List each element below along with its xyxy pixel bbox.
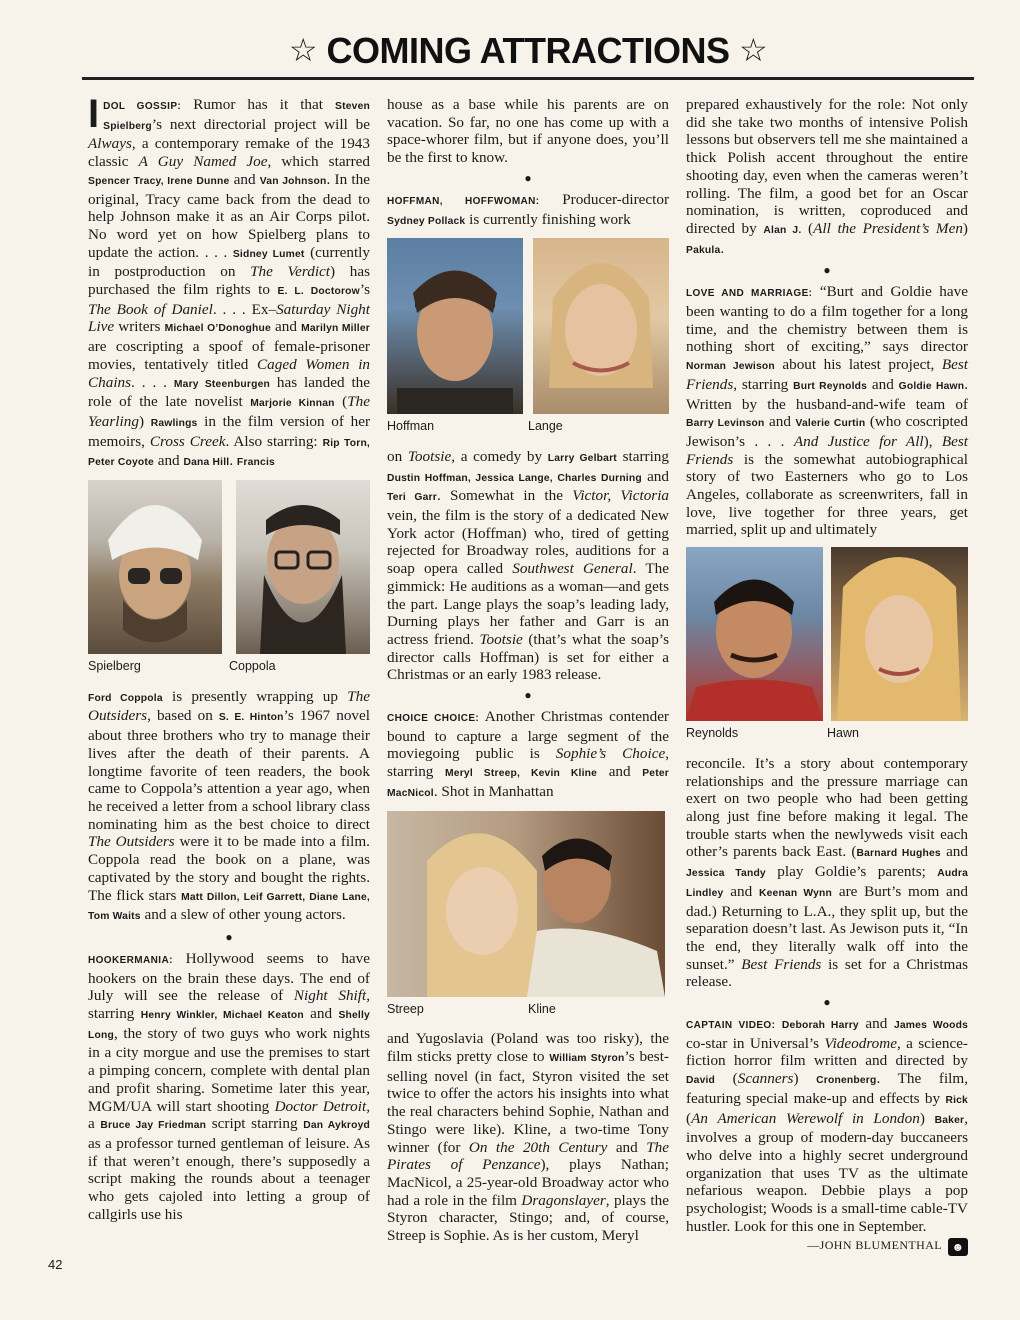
photo-captions: [686, 725, 968, 743]
streep-kline-photo: [387, 811, 665, 997]
caption-lange: Lange: [528, 419, 563, 434]
portrait-icon: [88, 480, 222, 654]
paragraph-idol-gossip: IDOL GOSSIP: Rumor has it that Steven Spielberg’s next directorial project will be Always, a contemporary remake of the 1943 classic A Guy Named Joe, which starred Spencer Tracy, Irene Dunne and Van Johnson. In the original, Tracy came back from the dead to help Johnson make it as an Air Corps pilot. No word yet on how Spielberg plans to update the action. . . . Sidney Lumet (currently in postproduction on The Verdict) has purchased the film rights to E. L. Doctorow’s The Book of Daniel. . . . Ex–Saturday Night Live writers Michael O’Donoghue and Marilyn Miller are coscripting a spoof of female-prisoner movies, tentatively titled Caged Women in Chains. . . . Mary Steenburgen has landed the role of the late novelist Marjorie Kinnan (The Yearling) Rawlings in the film version of her memoirs, Cross Creek. Also starring: Rip Torn, Peter Coyote and Dana Hill. Francis: [88, 92, 371, 470]
author-name: —JOHN BLUMENTHAL: [807, 1238, 942, 1253]
section-bullet: ●: [524, 170, 532, 185]
page-title: [82, 30, 974, 72]
star-icon: ☆: [739, 32, 768, 68]
portrait-icon: [387, 238, 523, 414]
paragraph-coppola: Ford Coppola is presently wrapping up The Outsiders, based on S. E. Hinton’s 1967 novel about three brothers who try to manage their lives after the death of their parents. A longtime favorite of teen readers, the book came to Coppola’s attention a year ago, when he received a letter from a school library class nominating him as the best choice to direct The Outsiders were it to be made into a film. Coppola read the book on a plane, was captivated by the story and bought the rights. The flick stars Matt Dillon, Leif Garrett, Diane Lane, Tom Waits and a slew of other young actors.: [88, 687, 370, 924]
column-2: [387, 96, 669, 1245]
page-title-text: COMING ATTRACTIONS: [326, 30, 730, 71]
photo-row: [686, 547, 968, 721]
photo-captions: [387, 418, 669, 436]
drop-cap: I: [88, 92, 100, 136]
page-number: 42: [48, 1257, 63, 1272]
photo-captions: [387, 1001, 669, 1019]
section-bullet: ●: [225, 929, 233, 944]
paragraph-reconcile: reconcile. It’s a story about contemporary relationships and the pressure marriage can exert on two people who had been getting along just fine before making it legal. The trouble starts when the newlyweds visit each other’s parents back East. (Barnard Hughes and Jessica Tandy play Goldie’s parents; Audra Lindley and Keenan Wynn are Burt’s mom and dad.) Returning to L.A., they split up, but the separation doesn’t last. As Jewison puts it, “In the end, they literally walk off into the sunset.” Best Friends is set for a Christmas release.: [686, 754, 968, 991]
section-bullet: ●: [823, 263, 831, 278]
photo-row: [387, 811, 669, 997]
caption-streep: Streep: [387, 1001, 424, 1016]
coppola-photo: [236, 480, 370, 654]
bunny-logo-icon: ☻: [948, 1238, 968, 1256]
section-bullet: ●: [524, 688, 532, 703]
caption-kline: Kline: [528, 1001, 556, 1016]
portrait-icon: [236, 480, 370, 654]
hawn-photo: [831, 547, 968, 721]
paragraph-hookermania: HOOKERMANIA: Hollywood seems to have hookers on the brain these days. The end of July will see the release of Night Shift, starring Henry Winkler, Michael Keaton and Shelly Long, the story of two guys who work nights in a city morgue and use the premises to start a pimping concern, complete with dental plan and profit sharing. Sometime later this year, MGM/UA will start shooting Doctor Detroit, a Bruce Jay Friedman script starring Dan Aykroyd as a professor turned gentleman of leisure. As if that weren’t enough, there’s supposedly a script making the rounds about a teenager who gets cajoled into letting a group of callgirls use his: [88, 949, 371, 1223]
reynolds-photo: [686, 547, 823, 721]
lange-photo: [533, 238, 669, 414]
paragraph-continued: prepared exhaustively for the role: Not only did she take two months of intensive Polish lessons but observers tell me she maintained a thick Polish accent throughout the entire shooting day, even when the cameras weren’t rolling. The film, a good bet for an Oscar nomination, is written, coproduced and directed by Alan J. (All the President’s Men) Pakula.: [686, 96, 968, 257]
header-divider: [82, 77, 974, 80]
paragraph-continued: house as a base while his parents are on vacation. So far, no one has come up with a space-whorer film, but if anyone does, you’ll be the first to know.: [387, 96, 669, 167]
photo-captions: [88, 658, 370, 676]
column-3: [686, 96, 968, 1256]
caption-reynolds: Reynolds: [686, 726, 739, 741]
section-bullet: ●: [823, 995, 831, 1010]
photo-row: [88, 480, 370, 654]
portrait-icon: [686, 547, 823, 721]
caption-coppola: Coppola: [229, 659, 276, 674]
caption-hawn: Hawn: [827, 726, 859, 741]
paragraph-captain-video: CAPTAIN VIDEO: Deborah Harry and James Woods co-star in Universal’s Videodrome, a science-fiction horror film written and directed by David (Scanners) Cronenberg. The film, featuring special make-up and effects by Rick (An American Werewolf in London) Baker, involves a group of modern-day buccaneers who delve into a highly secret underground organization that uses TV as the ultimate nefarious weapon. Debbie plays a pop psychologist; Woods is a small-time cable-TV hustler. Look for this one in September.: [686, 1015, 969, 1235]
paragraph-love-marriage: LOVE AND MARRIAGE: “Burt and Goldie have been wanting to do a film together for a long time, and the chemistry between them is nothing short of exciting,” says director Norman Jewison about his latest project, Best Friends, starring Burt Reynolds and Goldie Hawn. Written by the husband-and-wife team of Barry Levinson and Valerie Curtin (who coscripted Jewison’s . . . And Justice for All), Best Friends is the somewhat autobiographical story of two Easterners who go to Los Angeles, collaborate as screenwriters, fall in love, live together for three years, get married, split up and ultimately: [686, 283, 969, 539]
paragraph-hoffman: HOFFMAN, HOFFWOMAN: Producer-director Sydney Pollack is currently finishing work: [387, 190, 669, 228]
portrait-icon: [533, 238, 669, 414]
author-signature: [686, 1237, 968, 1255]
portrait-icon: [387, 811, 665, 997]
star-icon: ☆: [288, 32, 317, 68]
photo-row: [387, 238, 669, 414]
paragraph-tootsie: on Tootsie, a comedy by Larry Gelbart starring Dustin Hoffman, Jessica Lange, Charles Durning and Teri Garr. Somewhat in the Victor, Victoria vein, the film is the story of a dedicated New York actor (Hoffman) who, tired of getting rejected for Broadway roles, auditions for a soap opera called Southwest General. The gimmick: He auditions as a woman—and gets the part. Lange plays the soap’s leading lady, Durning plays her father and Garr is an actress friend. Tootsie (that’s what the soap’s director calls Hoffman) is set for either a Christmas or an early 1983 release.: [387, 447, 670, 684]
spielberg-photo: [88, 480, 222, 654]
hoffman-photo: [387, 238, 523, 414]
paragraph-sophie: and Yugoslavia (Poland was too risky), the film sticks pretty close to William Styron’s best-selling novel (in fact, Styron visited the set twice to offer the actors his insights into what the real characters behind Sophie, Nathan and Stingo were like). Kline, a two-time Tony winner (for On the 20th Century and The Pirates of Penzance), plays Nathan; MacNicol, a 25-year-old Broadway actor who had a role in the film Dragonslayer, plays the Styron character, Stingo; and, of course, Streep is Sophie. As is her custom, Meryl: [387, 1030, 669, 1245]
portrait-icon: [831, 547, 968, 721]
caption-spielberg: Spielberg: [88, 659, 141, 674]
paragraph-choice: CHOICE CHOICE: Another Christmas contender bound to capture a large segment of the moviegoing public is Sophie’s Choice, starring Meryl Streep, Kevin Kline and Peter MacNicol. Shot in Manhattan: [387, 708, 669, 800]
caption-hoffman: Hoffman: [387, 419, 435, 434]
column-1: [88, 92, 371, 1223]
